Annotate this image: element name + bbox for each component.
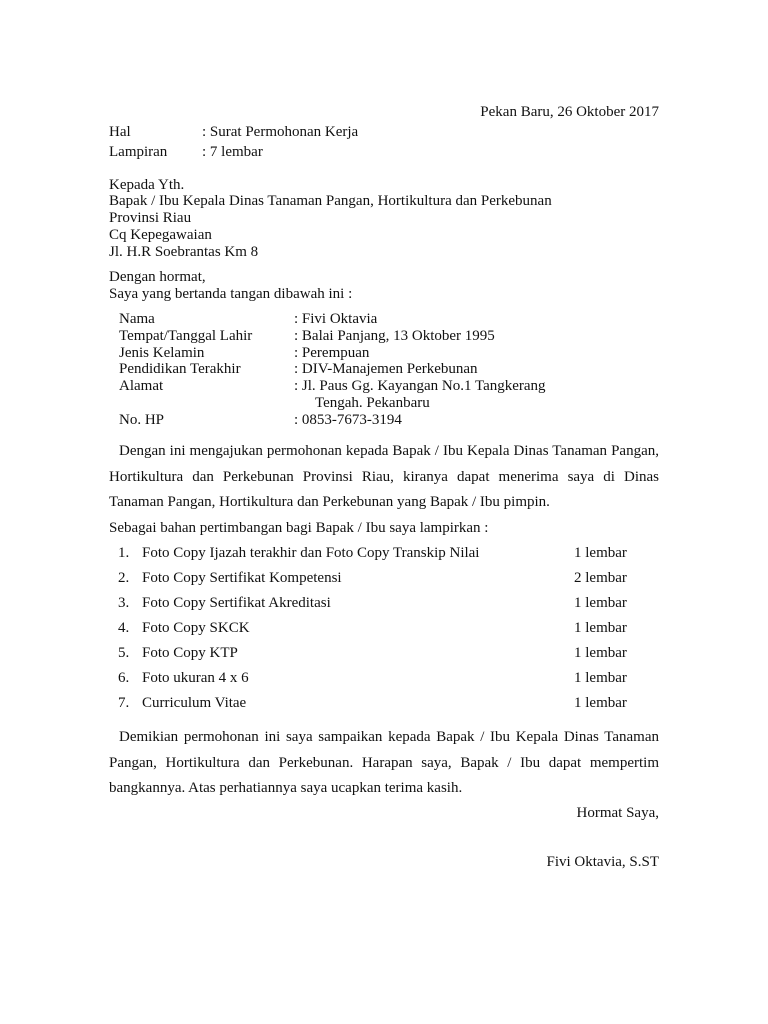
identity-value: : Balai Panjang, 13 Oktober 1995	[294, 328, 495, 344]
recipient-line: Kepada Yth.	[109, 177, 185, 193]
hal-value: : Surat Permohonan Kerja	[202, 124, 359, 140]
identity-label: No. HP	[119, 412, 165, 428]
recipient-line: Jl. H.R Soebrantas Km 8	[109, 244, 259, 260]
item-number: 1.	[118, 545, 130, 561]
identity-label: Jenis Kelamin	[119, 345, 205, 361]
identity-value: : Jl. Paus Gg. Kayangan No.1 Tangkerang	[294, 378, 546, 394]
attachments-intro: Sebagai bahan pertimbangan bagi Bapak / Ibu saya lampirkan :	[109, 520, 489, 536]
item-number: 5.	[118, 645, 130, 661]
item-text: Foto Copy Sertifikat Akreditasi	[142, 595, 331, 611]
identity-label: Tempat/Tanggal Lahir	[119, 328, 253, 344]
item-text: Foto Copy KTP	[142, 645, 238, 661]
item-quantity: 1 lembar	[574, 545, 627, 561]
item-text: Foto ukuran 4 x 6	[142, 670, 249, 686]
item-quantity: 1 lembar	[574, 695, 627, 711]
list-item	[0, 593, 768, 613]
item-number: 7.	[118, 695, 130, 711]
recipient-line: Provinsi Riau	[109, 210, 192, 226]
signature-name: Fivi Oktavia, S.ST	[546, 854, 659, 870]
list-item	[0, 668, 768, 688]
list-item	[0, 618, 768, 638]
lampiran-value: : 7 lembar	[202, 144, 263, 160]
hal-label: Hal	[109, 124, 131, 140]
item-number: 6.	[118, 670, 130, 686]
item-quantity: 1 lembar	[574, 620, 627, 636]
item-quantity: 1 lembar	[574, 670, 627, 686]
list-item	[0, 693, 768, 713]
list-item	[0, 568, 768, 588]
item-quantity: 1 lembar	[574, 595, 627, 611]
identity-label: Nama	[119, 311, 155, 327]
list-item	[0, 543, 768, 563]
letter-date: Pekan Baru, 26 Oktober 2017	[480, 104, 659, 120]
item-quantity: 1 lembar	[574, 645, 627, 661]
list-item	[0, 643, 768, 663]
recipient-line: Cq Kepegawaian	[109, 227, 212, 243]
intro-line: Saya yang bertanda tangan dibawah ini :	[109, 286, 353, 302]
request-paragraph: Dengan ini mengajukan permohonan kepada Bapak / Ibu Kepala Dinas Tanaman Pangan, Hortikultura dan Perkebunan Provinsi Riau, kiranya dapat menerima saya di Dinas Tanaman Pangan, Hortikultura dan Perkebunan yang Bapak / Ibu pimpin.	[109, 443, 659, 510]
recipient-line: Bapak / Ibu Kepala Dinas Tanaman Pangan, Hortikultura dan Perkebunan	[109, 193, 552, 209]
lampiran-label: Lampiran	[109, 144, 168, 160]
identity-value: : Perempuan	[294, 345, 370, 361]
identity-value-continued: Tengah. Pekanbaru	[315, 395, 430, 411]
item-quantity: 2 lembar	[574, 570, 627, 586]
item-text: Curriculum Vitae	[142, 695, 247, 711]
identity-value: : DIV-Manajemen Perkebunan	[294, 361, 478, 377]
item-text: Foto Copy Ijazah terakhir dan Foto Copy Transkip Nilai	[142, 545, 480, 561]
closing-paragraph: Demikian permohonan ini saya sampaikan kepada Bapak / Ibu Kepala Dinas Tanaman Pangan, Hortikultura dan Perkebunan. Harapan saya, Bapak / Ibu dapat mempertim bangkannya. Atas perhatiannya saya ucapkan terima kasih.	[109, 729, 659, 796]
item-number: 2.	[118, 570, 130, 586]
identity-value: : 0853-7673-3194	[294, 412, 402, 428]
sign-off: Hormat Saya,	[576, 805, 659, 821]
identity-label: Alamat	[119, 378, 164, 394]
item-text: Foto Copy Sertifikat Kompetensi	[142, 570, 342, 586]
identity-value: : Fivi Oktavia	[294, 311, 378, 327]
identity-label: Pendidikan Terakhir	[119, 361, 241, 377]
greeting: Dengan hormat,	[109, 269, 206, 285]
item-number: 4.	[118, 620, 130, 636]
item-number: 3.	[118, 595, 130, 611]
item-text: Foto Copy SKCK	[142, 620, 250, 636]
